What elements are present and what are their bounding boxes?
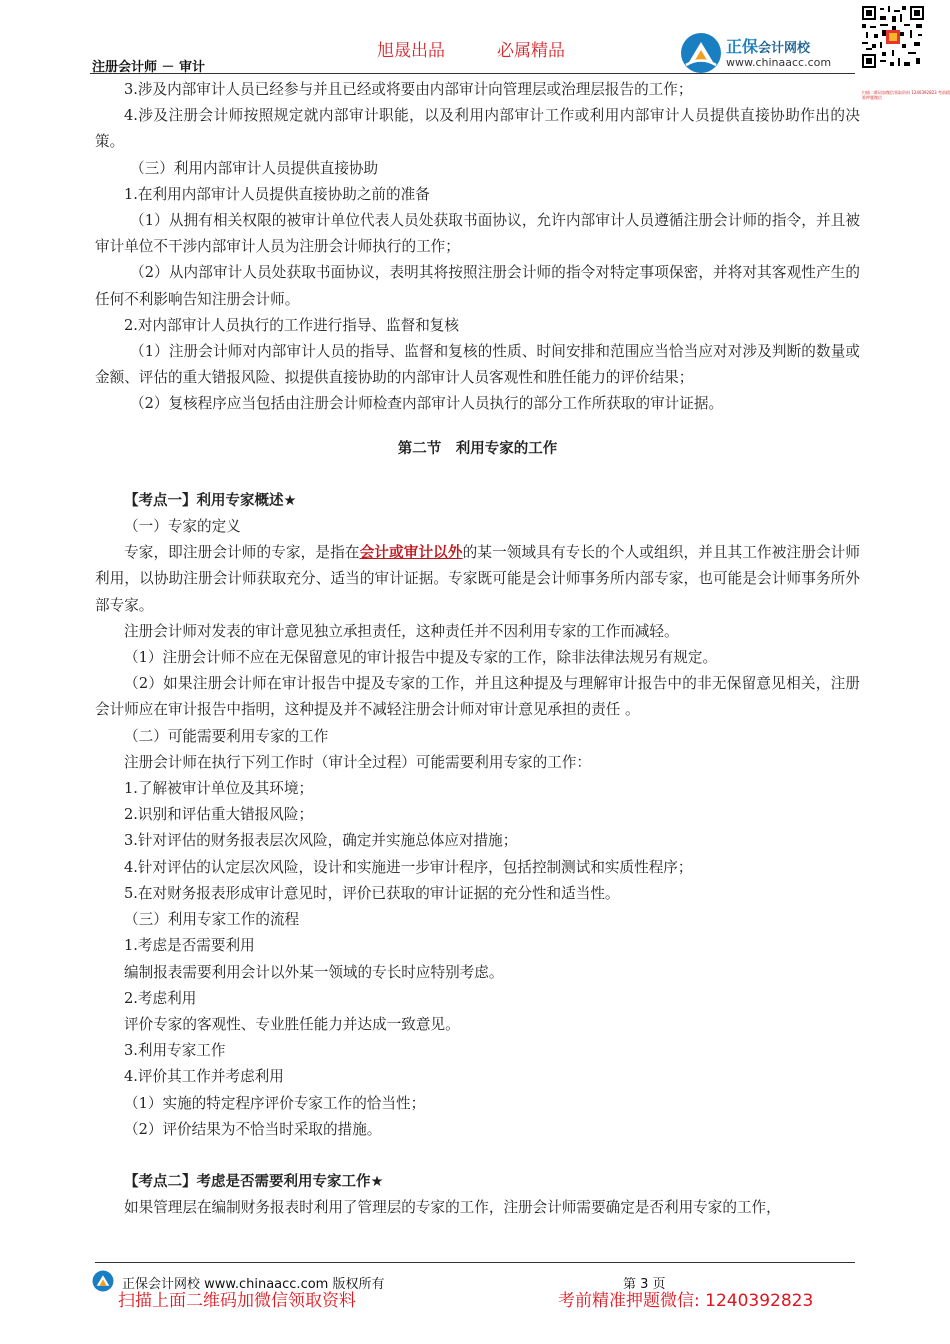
footer-promo-left: 扫描上面二维码加微信领取资料	[118, 1291, 356, 1311]
list-item: 1.考虑是否需要利用	[124, 937, 255, 955]
logo-name: 正保会计网校	[726, 37, 811, 56]
logo-url: www.chinaacc.com	[726, 56, 832, 69]
list-item: 4.针对评估的认定层次风险，设计和实施进一步审计程序，包括控制测试和实质性程序；	[124, 858, 693, 876]
list-item: 3.利用专家工作	[124, 1042, 226, 1060]
qr-side-note: 扫描二维码加微信领取资料 1240392823 考前精准押题微信	[862, 90, 950, 100]
paragraph: 如果管理层在编制财务报表时利用了管理层的专家的工作，注册会计师需要确定是否利用专家的工作，	[124, 1199, 781, 1217]
paragraph: 注册会计师对发表的审计意见独立承担责任，这种责任并不因利用专家的工作而减轻。	[124, 622, 679, 640]
subheading: （一）专家的定义	[124, 518, 241, 536]
section-title: 第二节 利用专家的工作	[397, 440, 558, 457]
list-item: （1）实施的特定程序评价专家工作的恰当性；	[124, 1094, 426, 1112]
paragraph: （2）复核程序应当包括由注册会计师检查内部审计人员执行的部分工作所获取的审计证据。	[130, 395, 724, 413]
paragraph: 2.对内部审计人员执行的工作进行指导、监督和复核	[124, 316, 459, 334]
list-item: 2.识别和评估重大错报风险；	[124, 806, 314, 824]
footer-logo-icon	[92, 1270, 114, 1292]
subheading: （二）可能需要利用专家的工作	[124, 727, 329, 745]
paragraph: （1）注册会计师不应在无保留意见的审计报告中提及专家的工作，除非法律法规另有规定。	[124, 649, 718, 667]
logo-emblem-icon	[680, 32, 722, 74]
key-point-heading: 【考点一】利用专家概述★	[124, 492, 297, 509]
list-item: 2.考虑利用	[124, 989, 197, 1007]
list-item: 4.评价其工作并考虑利用	[124, 1068, 284, 1086]
chinaacc-logo	[680, 32, 855, 74]
highlighted-term: 会计或审计以外	[359, 544, 463, 562]
footer-promo-right: 考前精准押题微信: 1240392823	[558, 1291, 814, 1311]
page-number: 第 3 页	[623, 1277, 666, 1292]
qr-code-icon	[862, 6, 924, 68]
header-subject: 注册会计师 － 审计	[92, 60, 206, 75]
paragraph: （2）从内部审计人员处获取书面协议，表明其将按照注册会计师的指令对特定事项保密，并将对其客观性产生的任何不利影响告知注册会计师。	[95, 264, 860, 308]
header-slogan-right: 必属精品	[497, 41, 565, 61]
spacer	[95, 1143, 860, 1169]
header-slogan-left: 旭晟出品	[377, 41, 445, 61]
paragraph: 专家，即注册会计师的专家，是指在会计或审计以外的某一领域具有专长的个人或组织，并且其工作被注册会计师利用，以协助注册会计师获取充分、适当的审计证据。专家既可能是会计师事务所内部专家，也可能是会计师事务所外部专家。	[95, 544, 860, 614]
paragraph: 1.在利用内部审计人员提供直接协助之前的准备	[124, 185, 430, 203]
paragraph: 注册会计师在执行下列工作时（审计全过程）可能需要利用专家的工作：	[124, 753, 592, 771]
paragraph: 4.涉及注册会计师按照规定就内部审计职能，以及利用内部审计工作或利用内部审计人员提供直接协助作出的决策。	[95, 107, 860, 151]
paragraph: （1）注册会计师对内部审计人员的指导、监督和复核的性质、时间安排和范围应当恰当应对对涉及判断的数量或金额、评估的重大错报风险、拟提供直接协助的内部审计人员客观性和胜任能力的评价结果；	[95, 343, 860, 387]
list-item: 1.了解被审计单位及其环境；	[124, 780, 314, 798]
footer-divider	[95, 1262, 855, 1263]
paragraph: 3.涉及内部审计人员已经参与并且已经或将要由内部审计向管理层或治理层报告的工作；	[124, 81, 693, 98]
subheading: （三）利用专家工作的流程	[124, 911, 300, 929]
list-item: 3.针对评估的财务报表层次风险，确定并实施总体应对措施；	[124, 832, 518, 850]
paragraph: （2）如果注册会计师在审计报告中提及专家的工作，并且这种提及与理解审计报告中的非无保留意见相关，注册会计师应在审计报告中指明，这种提及并不减轻注册会计师对审计意见承担的责任 。	[95, 675, 860, 719]
footer-copyright: 正保会计网校 www.chinaacc.com 版权所有	[122, 1277, 385, 1292]
key-point-heading: 【考点二】考虑是否需要利用专家工作★	[124, 1173, 384, 1190]
document-body	[95, 77, 860, 1221]
paragraph: （1）从拥有相关权限的被审计单位代表人员处获取书面协议，允许内部审计人员遵循注册会计师的指令，并且被审计单位不干涉内部审计人员为注册会计师执行的工作；	[95, 212, 860, 256]
list-item: （2）评价结果为不恰当时采取的措施。	[124, 1120, 382, 1138]
paragraph: 编制报表需要利用会计以外某一领域的专长时应特别考虑。	[124, 963, 504, 981]
list-item: 5.在对财务报表形成审计意见时，评价已获取的审计证据的充分性和适当性。	[124, 884, 620, 902]
paragraph: 评价专家的客观性、专业胜任能力并达成一致意见。	[124, 1015, 460, 1033]
subheading: （三）利用内部审计人员提供直接协助	[130, 159, 379, 177]
